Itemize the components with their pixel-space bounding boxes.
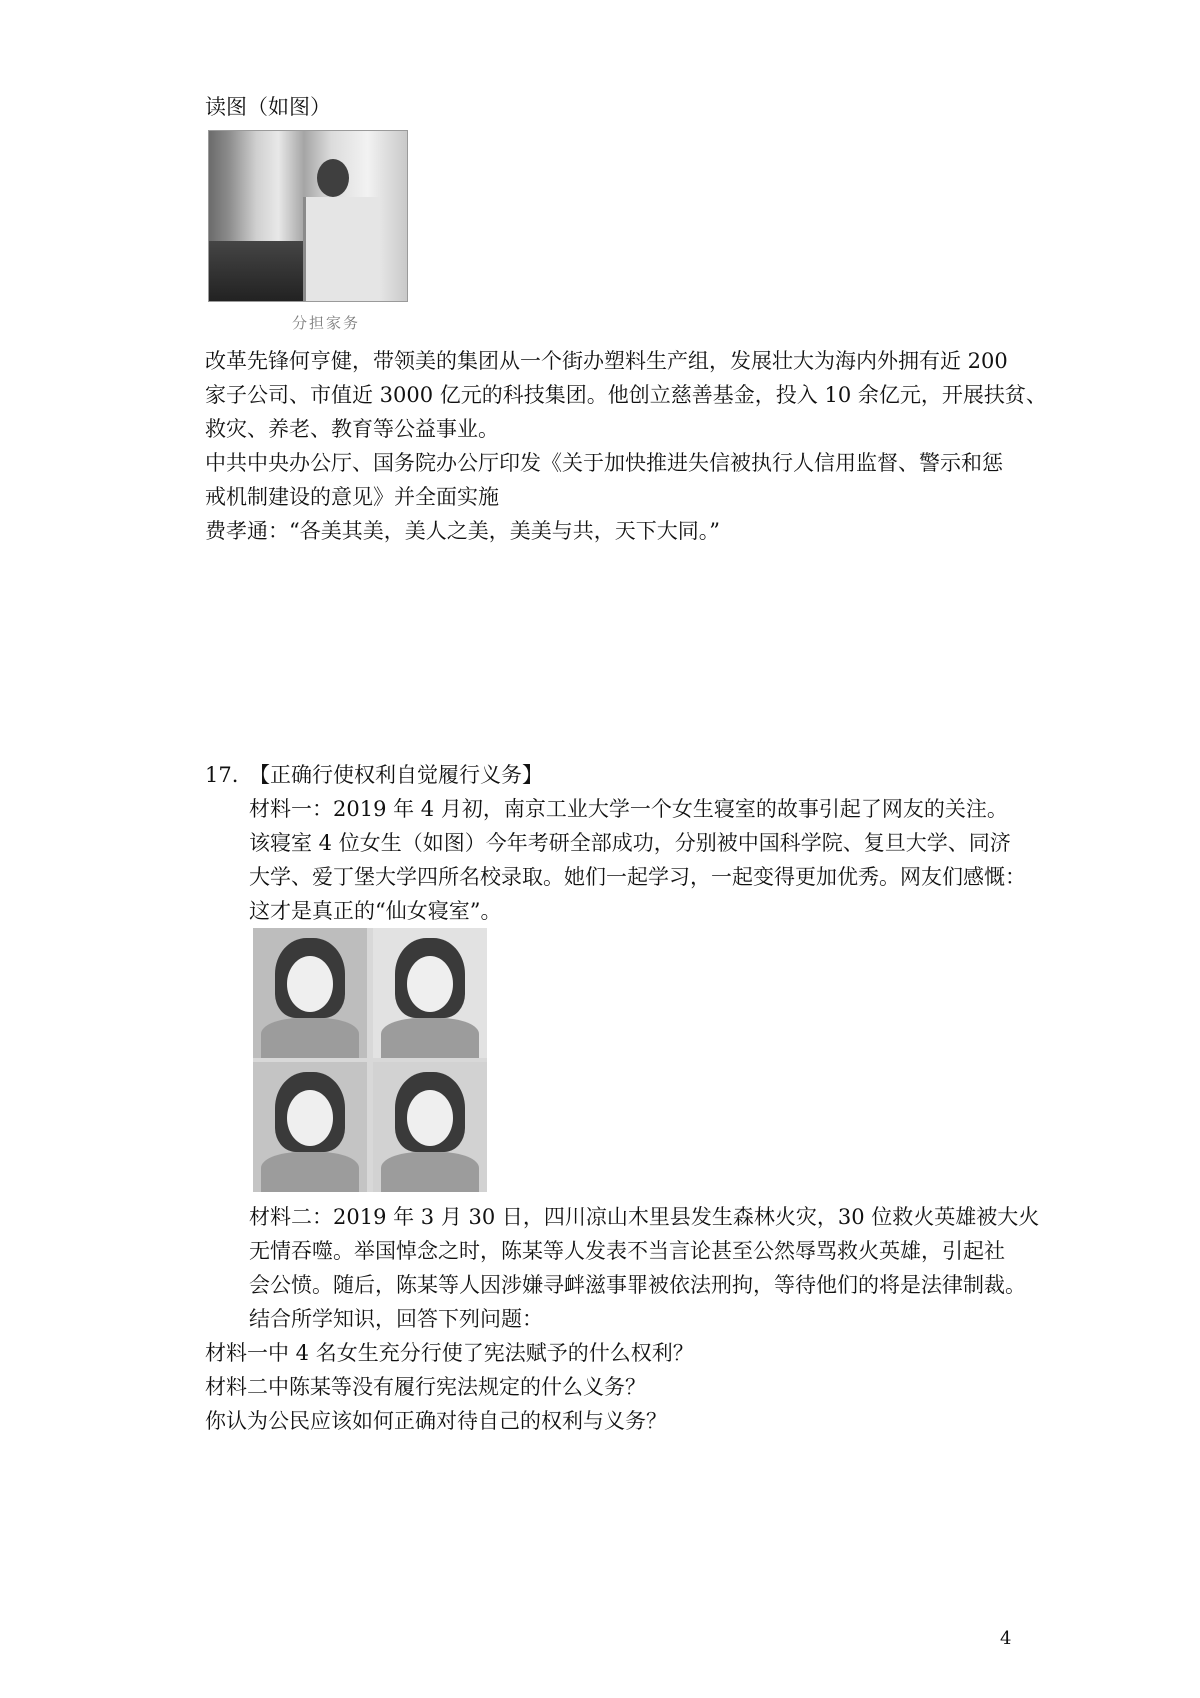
- quote-line: 费孝通：“各美其美，美人之美，美美与共，天下大同。”: [205, 519, 720, 543]
- student-portrait-1: [253, 928, 367, 1058]
- student-portrait-2: [373, 928, 487, 1058]
- question-title: 【正确行使权利自觉履行义务】: [249, 763, 543, 787]
- photo-person-head: [317, 159, 349, 197]
- instruction-line: 结合所学知识，回答下列问题：: [249, 1307, 543, 1331]
- question-3: 你认为公民应该如何正确对待自己的权利与义务？: [205, 1409, 667, 1433]
- material1-line3: 大学、爱丁堡大学四所名校录取。她们一起学习，一起变得更加优秀。网友们感慨：: [249, 865, 1026, 889]
- student-portrait-4: [373, 1062, 487, 1192]
- material2-line1: 材料二：2019 年 3 月 30 日，四川凉山木里县发生森林火灾，30 位救火英雄被大火: [249, 1205, 1040, 1229]
- photo-caption: 分担家务: [292, 314, 361, 332]
- photo-person-body: [303, 197, 380, 301]
- four-students-photo: [253, 928, 487, 1192]
- material1-line2: 该寝室 4 位女生（如图）今年考研全部成功，分别被中国科学院、复旦大学、同济: [249, 831, 1011, 855]
- page-number: 4: [1000, 1628, 1012, 1649]
- read-image-label: 读图（如图）: [205, 95, 331, 119]
- paragraph1-line3: 救灾、养老、教育等公益事业。: [205, 417, 499, 441]
- paragraph2-line2: 戒机制建设的意见》并全面实施: [205, 485, 499, 509]
- student-portrait-3: [253, 1062, 367, 1192]
- material2-line3: 会公愤。随后，陈某等人因涉嫌寻衅滋事罪被依法刑拘，等待他们的将是法律制裁。: [249, 1273, 1026, 1297]
- paragraph1-line1: 改革先锋何亨健，带领美的集团从一个街办塑料生产组，发展壮大为海内外拥有近 200: [205, 349, 1008, 373]
- household-chores-photo: [208, 130, 408, 302]
- paragraph1-line2: 家子公司、市值近 3000 亿元的科技集团。他创立慈善基金，投入 10 余亿元，开展扶贫、: [205, 383, 1047, 407]
- question-1: 材料一中 4 名女生充分行使了宪法赋予的什么权利？: [205, 1341, 694, 1365]
- question-2: 材料二中陈某等没有履行宪法规定的什么义务？: [205, 1375, 646, 1399]
- question-number: 17.: [205, 763, 239, 787]
- material1-line1: 材料一：2019 年 4 月初，南京工业大学一个女生寝室的故事引起了网友的关注。: [249, 797, 1008, 821]
- paragraph2-line1: 中共中央办公厅、国务院办公厅印发《关于加快推进失信被执行人信用监督、警示和惩: [205, 451, 1003, 475]
- material1-line4: 这才是真正的“仙女寝室”。: [249, 899, 502, 923]
- material2-line2: 无情吞噬。举国悼念之时，陈某等人发表不当言论甚至公然辱骂救火英雄，引起社: [249, 1239, 1005, 1263]
